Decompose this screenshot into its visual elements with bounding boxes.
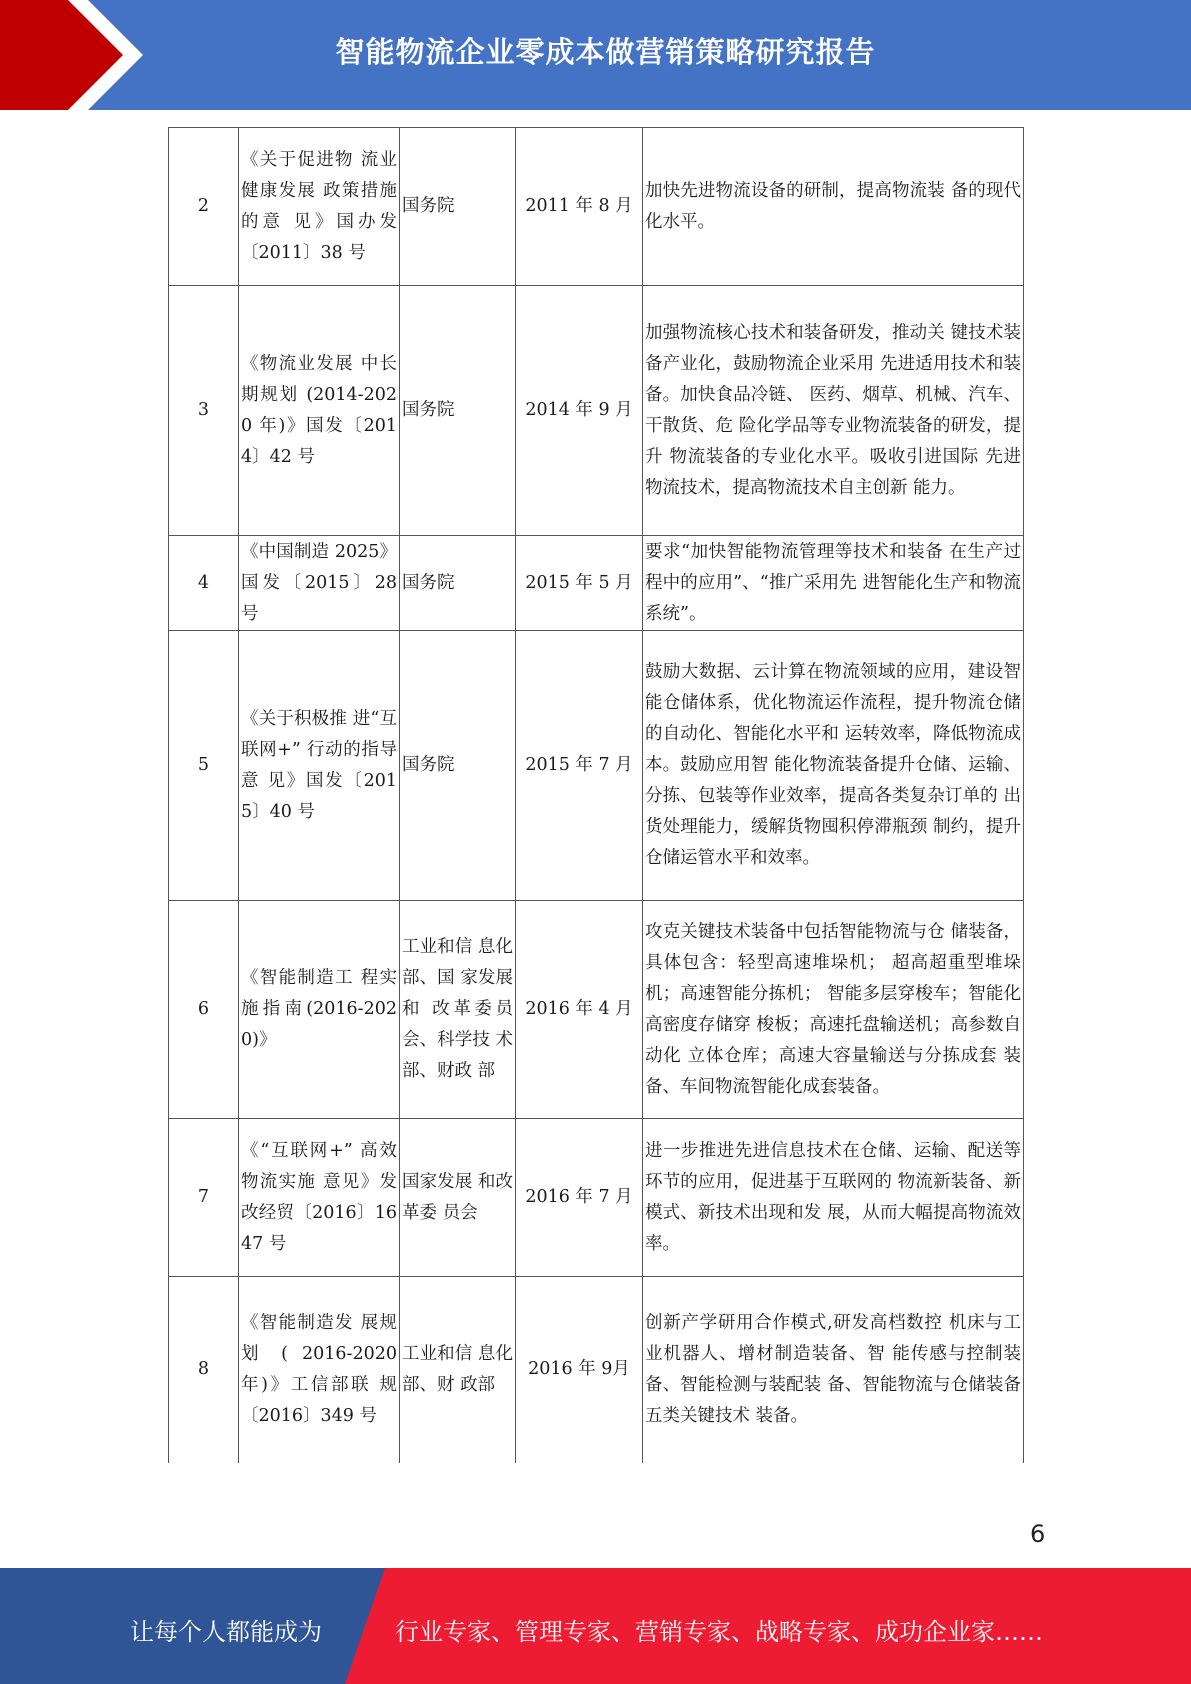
policy-content: 加快先进物流设备的研制，提高物流装 备的现代化水平。 (643, 128, 1024, 286)
issue-date: 2016 年 7 月 (516, 1119, 643, 1277)
issuing-department: 国务院 (400, 286, 516, 536)
policy-content: 要求“加快智能物流管理等技术和装备 在生产过程中的应用”、“推广采用先 进智能化生产和物流系统”。 (643, 536, 1024, 631)
footer-slogan-left: 让每个人都能成为 (130, 1618, 322, 1646)
policy-name: 《智能制造发 展规 划 ( 2016-2020 年)》工信部联 规〔2016〕349 号 (239, 1277, 400, 1463)
row-number: 4 (169, 536, 239, 631)
issue-date: 2015 年 5 月 (516, 536, 643, 631)
issuing-department: 国务院 (400, 631, 516, 901)
footer-slogan-right: 行业专家、管理专家、营销专家、战略专家、成功企业家…… (395, 1618, 1043, 1646)
page-header (0, 0, 1191, 110)
issuing-department: 国务院 (400, 128, 516, 286)
issue-date: 2016 年 9月 (516, 1277, 643, 1463)
row-number: 3 (169, 286, 239, 536)
policy-name: 《“互联网+” 高效物流实施 意见》发改经贸〔2016〕1647 号 (239, 1119, 400, 1277)
table-row (169, 1277, 1024, 1463)
table-row (169, 286, 1024, 536)
issuing-department: 国务院 (400, 536, 516, 631)
policy-name: 《关于促进物 流业健康发展 政策措施的意 见》国办发〔2011〕38 号 (239, 128, 400, 286)
policy-content: 加强物流核心技术和装备研发，推动关 键技术装备产业化，鼓励物流企业采用 先进适用技术和装备。加快食品冷链、 医药、烟草、机械、汽车、干散货、危 险化学品等专业物流装备的研发，提升 物流装备的专业化水平。吸收引进国际 先进物流技术，提高物流技术自主创新 能力。 (643, 286, 1024, 536)
policy-table (168, 127, 1024, 1463)
issuing-department: 工业和信 息化部、国 家发展和 改革委员 会、科学技 术部、财政 部 (400, 901, 516, 1119)
table-row (169, 901, 1024, 1119)
policy-content: 创新产学研用合作模式,研发高档数控 机床与工业机器人、增材制造装备、智 能传感与控制装备、智能检测与装配装 备、智能物流与仓储装备五类关键技术 装备。 (643, 1277, 1024, 1463)
issue-date: 2014 年 9 月 (516, 286, 643, 536)
table-row (169, 128, 1024, 286)
row-number: 6 (169, 901, 239, 1119)
issuing-department: 工业和信 息化部、财 政部 (400, 1277, 516, 1463)
policy-name: 《物流业发展 中长期规划 (2014-2020 年)》国发〔2014〕42 号 (239, 286, 400, 536)
page-number: 6 (1030, 1520, 1046, 1548)
policy-content: 进一步推进先进信息技术在仓储、运输、配送等环节的应用，促进基于互联网的 物流新装备、新模式、新技术出现和发 展，从而大幅提高物流效率。 (643, 1119, 1024, 1277)
policy-name: 《智能制造工 程实施指南(2016-2020)》 (239, 901, 400, 1119)
row-number: 2 (169, 128, 239, 286)
policy-content: 攻克关键技术装备中包括智能物流与仓 储装备，具体包含：轻型高速堆垛机； 超高超重型堆垛机；高速智能分拣机； 智能多层穿梭车；智能化高密度存储穿 梭板；高速托盘输送机；高参数自动化 立体仓库；高速大容量输送与分拣成套 装备、车间物流智能化成套装备。 (643, 901, 1024, 1119)
row-number: 8 (169, 1277, 239, 1463)
policy-name: 《关于积极推 进“互联网+” 行动的指导意 见》国发〔2015〕40 号 (239, 631, 400, 901)
policy-content: 鼓励大数据、云计算在物流领域的应用，建设智能仓储体系，优化物流运作流程，提升物流仓储的自动化、智能化水平和 运转效率，降低物流成本。鼓励应用智 能化物流装备提升仓储、运输、分拣、包装等作业效率，提高各类复杂订单的 出货处理能力，缓解货物囤积停滞瓶颈 制约，提升仓储运管水平和效率。 (643, 631, 1024, 901)
issue-date: 2016 年 4 月 (516, 901, 643, 1119)
issuing-department: 国家发展 和改革委 员会 (400, 1119, 516, 1277)
row-number: 5 (169, 631, 239, 901)
policy-name: 《中国制造 2025》国发〔2015〕28 号 (239, 536, 400, 631)
table-row (169, 1119, 1024, 1277)
row-number: 7 (169, 1119, 239, 1277)
issue-date: 2011 年 8 月 (516, 128, 643, 286)
table-row (169, 631, 1024, 901)
document-title: 智能物流企业零成本做营销策略研究报告 (335, 35, 876, 69)
issue-date: 2015 年 7 月 (516, 631, 643, 901)
table-row (169, 536, 1024, 631)
